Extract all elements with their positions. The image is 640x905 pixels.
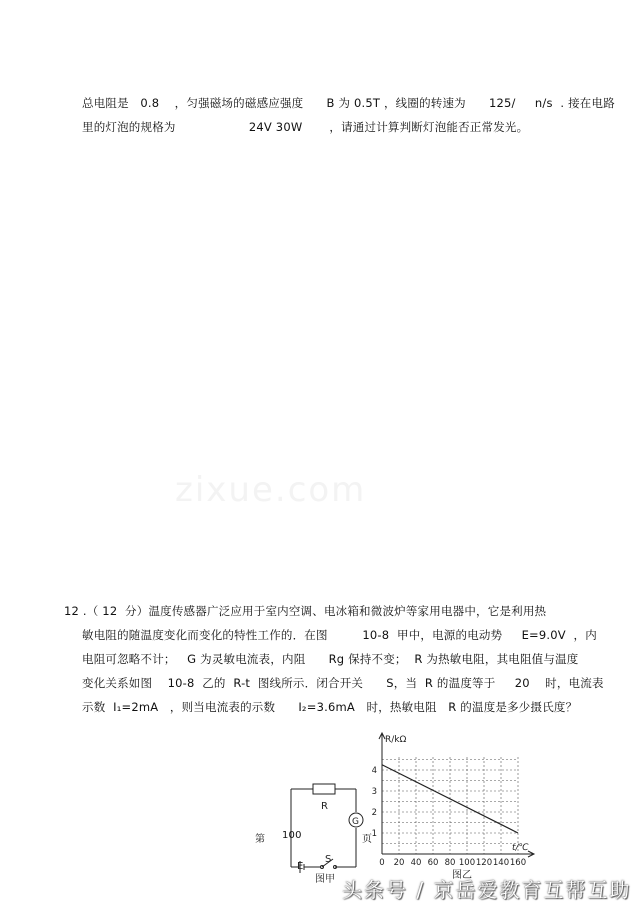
page-label-suffix: 页 <box>362 834 373 845</box>
y-tick-label: 4 <box>371 766 377 776</box>
y-tick-label: 3 <box>371 787 377 797</box>
x-tick-label: 0 <box>379 858 385 868</box>
battery-label: E <box>297 861 304 872</box>
rt-chart <box>360 728 540 880</box>
resistor-symbol <box>313 784 335 794</box>
chart-axes <box>379 733 534 857</box>
page-label-prefix: 第 <box>255 834 266 845</box>
chart-grid <box>382 757 518 854</box>
question-12-line-1: 12 .（ 12 分）温度传感器广泛应用于室内空调、电冰箱和微波炉等家用电器中，它是利用热 <box>64 604 547 618</box>
question-12-line-5: 示数 I₁=2mA ，则当电流表的示数 I₂=3.6mA 时，热敏电阻 R 的温度是多少摄氏度？ <box>82 700 578 714</box>
question-12-line-2: 敏电阻的随温度变化而变化的特性工作的．在图 10-8 甲中，电源的电动势 E=9.0V ，内 <box>82 628 597 642</box>
chart-caption: 图乙 <box>452 870 472 880</box>
y-tick-label: 1 <box>371 829 377 839</box>
circuit-diagram <box>255 775 373 885</box>
circuit-caption: 图甲 <box>315 874 335 885</box>
prev-question-line-2: 里的灯泡的规格为 24V 30W ，请通过计算判断灯泡能否正常发光。 <box>82 120 529 134</box>
chart-ylabel: R/kΩ <box>385 735 407 745</box>
brand-watermark: 头条号 / 京岳爱教育互帮互助 <box>342 878 632 902</box>
x-tick-label: 20 <box>393 858 405 868</box>
question-12-line-4: 变化关系如图 10-8 乙的 R-t 图线所示．闭合开关 S，当 R 的温度等于 20 时，电流表 <box>82 676 604 690</box>
switch-label: S <box>325 854 332 865</box>
prev-question-line-1: 总电阻是 0.8 ，匀强磁场的磁感应强度 B 为 0.5T ，线圈的转速为 125/ n/s . 接在电路 <box>82 96 615 110</box>
resistor-label: R <box>321 801 328 812</box>
x-tick-label: 140 <box>492 858 510 868</box>
faint-watermark: zixue.com <box>175 470 367 510</box>
y-tick-label: 2 <box>371 808 377 818</box>
galvanometer-label: G <box>352 817 359 827</box>
x-tick-label: 100 <box>458 858 476 868</box>
x-tick-label: 80 <box>444 858 456 868</box>
page-label-number: 100 <box>282 830 302 841</box>
x-tick-label: 160 <box>509 858 527 868</box>
x-tick-label: 40 <box>410 858 422 868</box>
chart-ticks <box>372 766 527 868</box>
question-12-line-3: 电阻可忽略不计； G 为灵敏电流表，内阻 Rg 保持不变； R 为热敏电阻，其电阻值与温度 <box>82 652 579 666</box>
x-tick-label: 120 <box>475 858 493 868</box>
chart-xlabel: t/℃ <box>512 843 529 853</box>
x-tick-label: 60 <box>427 858 439 868</box>
